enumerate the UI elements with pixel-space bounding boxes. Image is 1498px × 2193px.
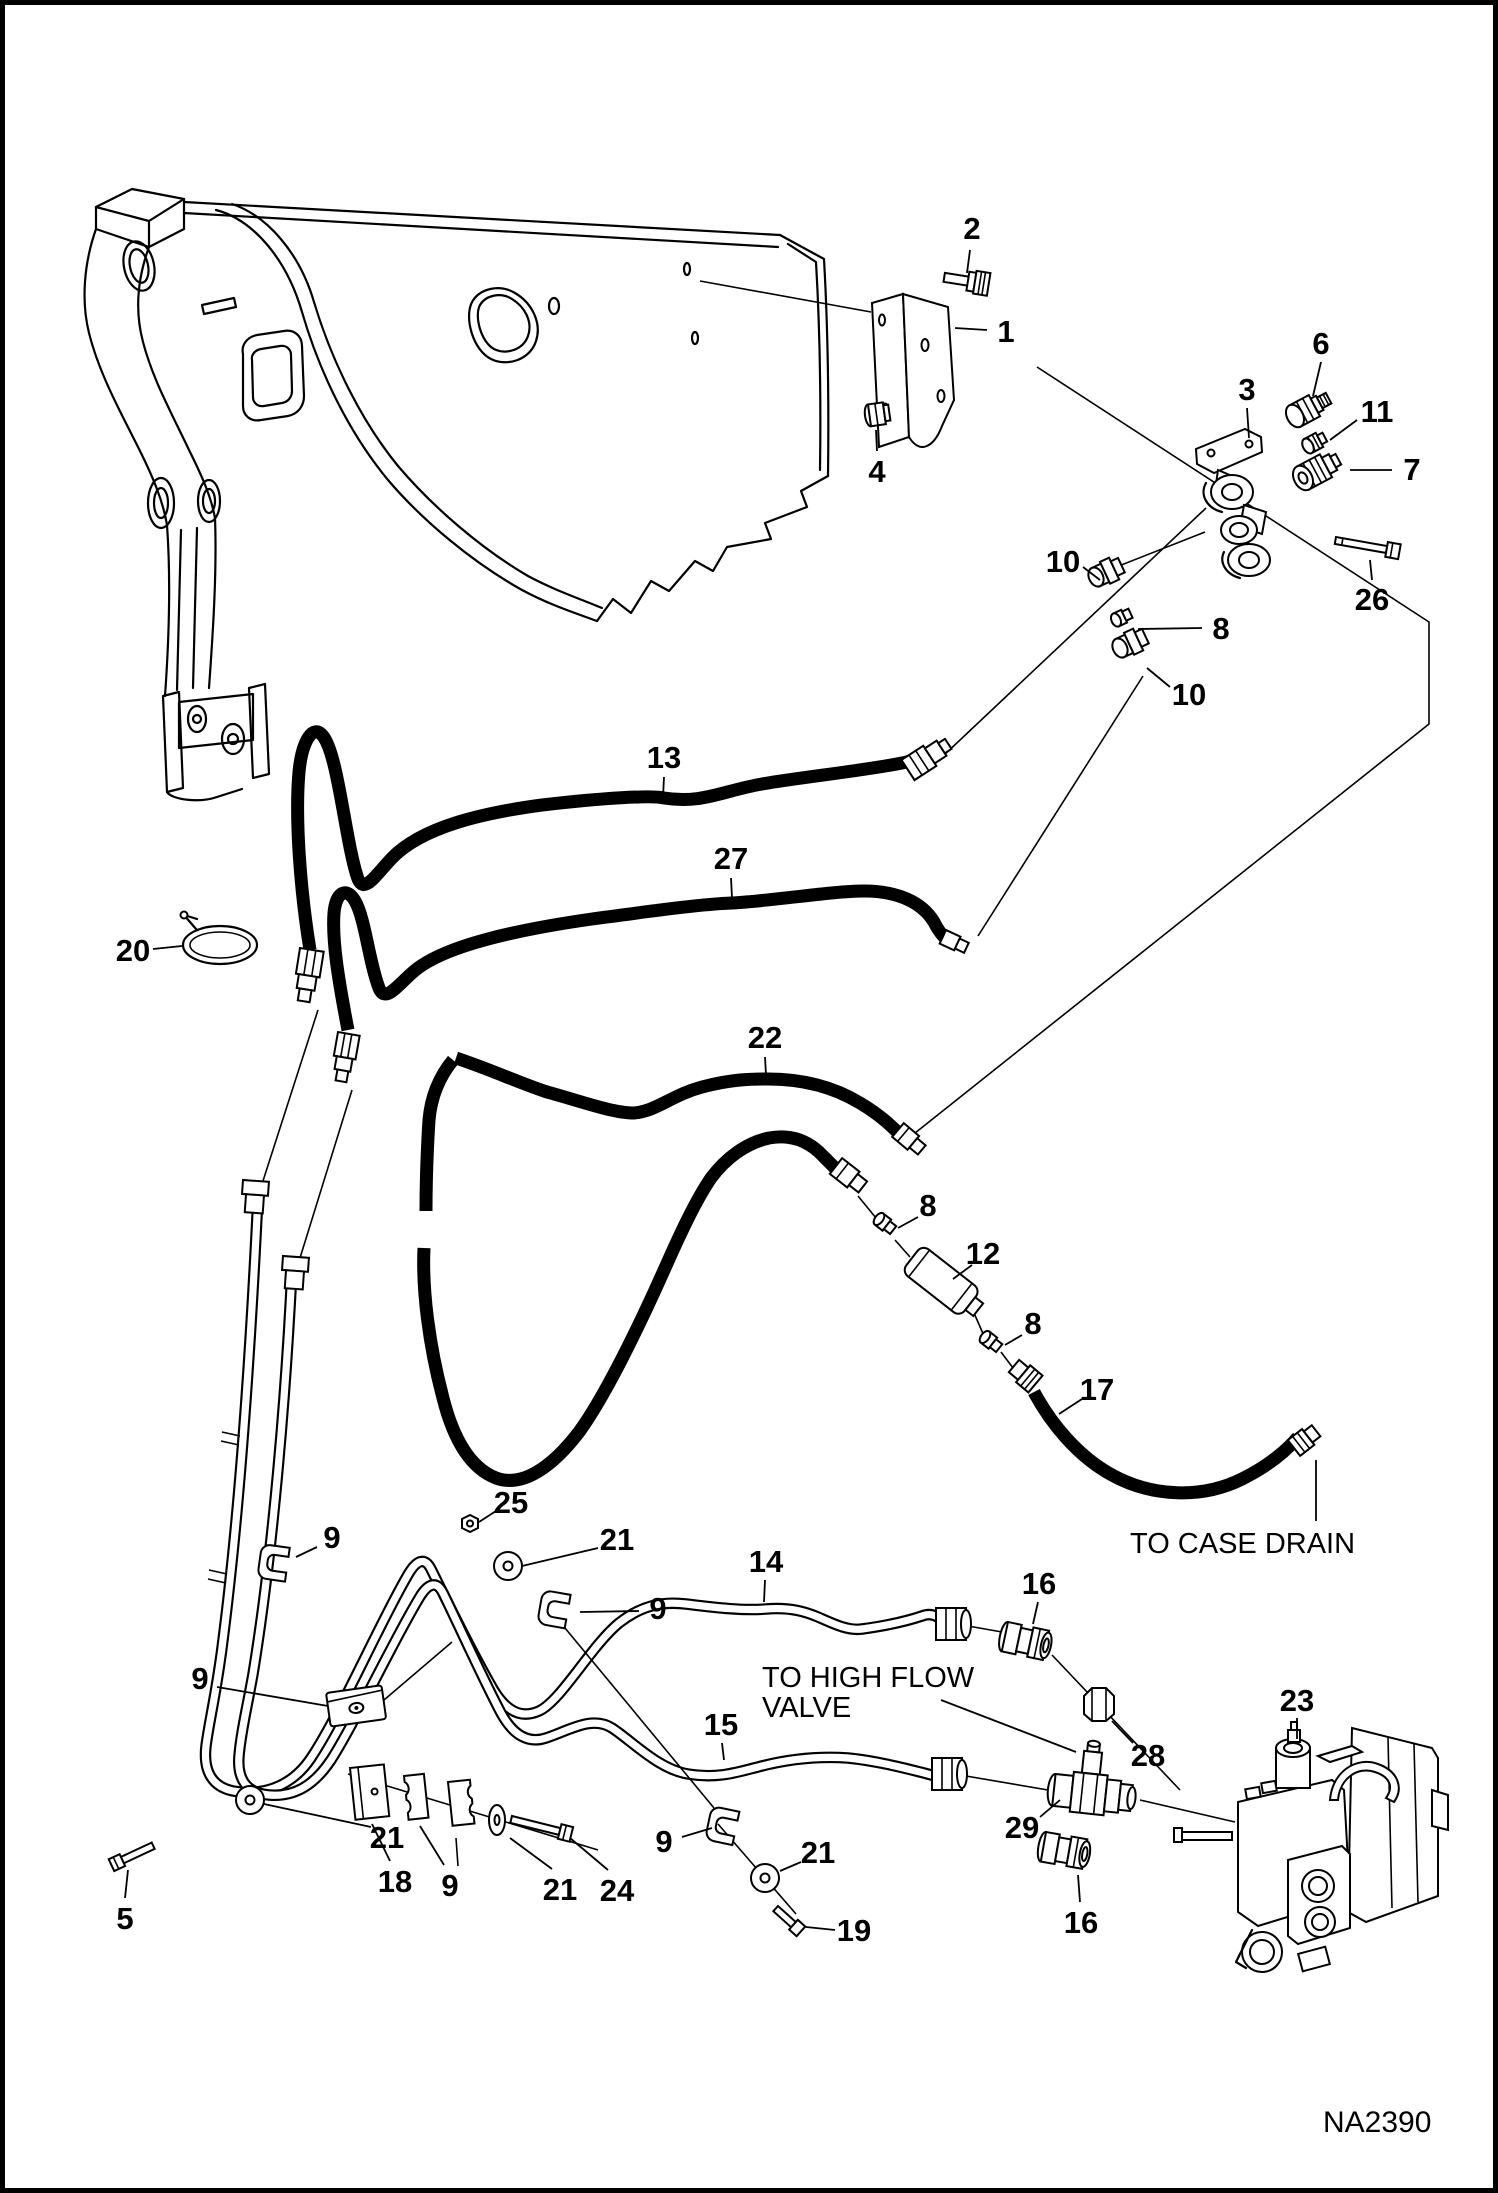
callout-24: 24: [599, 1873, 635, 1908]
fitting-7: [1289, 448, 1344, 494]
callout-leader-10: [1147, 668, 1170, 687]
tube-14-nut: [936, 1608, 971, 1640]
callout-8: 8: [919, 1188, 937, 1223]
callout-3: 3: [1238, 372, 1256, 407]
callout-leader-21: [780, 1862, 801, 1871]
callout-leader-20: [153, 946, 182, 949]
callout-leader-24: [570, 1838, 608, 1870]
callout-16: 16: [1021, 1566, 1057, 1601]
to-high-flow-valve-line-1: TO HIGH FLOW: [762, 1662, 975, 1694]
callout-leader-14: [764, 1580, 765, 1602]
callout-8: 8: [1024, 1306, 1042, 1341]
callout-leader-9: [580, 1611, 639, 1612]
to-high-flow-valve-leader: [941, 1700, 1076, 1752]
callout-leader-2: [967, 250, 970, 273]
callout-leader-5: [125, 1870, 128, 1898]
callout-leader-8: [898, 1217, 918, 1228]
callout-1: 1: [997, 314, 1015, 349]
hose-27: [334, 891, 954, 1030]
clip-9: [537, 1590, 570, 1628]
nut-25: [462, 1515, 478, 1532]
callout-23: 23: [1279, 1683, 1315, 1718]
callout-17: 17: [1079, 1372, 1115, 1407]
to-high-flow-valve-line-2: VALVE: [762, 1692, 852, 1724]
callout-leader-9: [420, 1826, 444, 1865]
callout-6: 6: [1312, 326, 1330, 361]
callout-leader-11: [1330, 420, 1357, 440]
callout-10: 10: [1045, 544, 1081, 579]
callout-28: 28: [1130, 1738, 1166, 1773]
clamp-half-9: [404, 1774, 428, 1820]
hose-17: [1034, 1392, 1298, 1493]
connector-8: [872, 1211, 898, 1236]
block-clamp-9: [326, 1685, 386, 1726]
callout-21: 21: [369, 1820, 405, 1855]
callout-leader-8: [1138, 628, 1202, 629]
clamp-20: [181, 912, 258, 965]
fitting-16: [1036, 1831, 1092, 1870]
callout-leader-16: [1078, 1875, 1080, 1902]
callout-9: 9: [649, 1591, 667, 1626]
callout-8: 8: [1212, 611, 1230, 646]
loader-frame: [85, 189, 829, 800]
callout-5: 5: [116, 1901, 134, 1936]
callout-leader-27: [731, 878, 732, 898]
callout-26: 26: [1354, 582, 1390, 617]
callout-19: 19: [836, 1913, 872, 1948]
callout-22: 22: [747, 1020, 783, 1055]
hose-27-fitting: [330, 1032, 360, 1083]
callout-9: 9: [441, 1868, 459, 1903]
fitting-11: [1300, 430, 1329, 455]
fitting-10: [1109, 625, 1151, 662]
callout-21: 21: [599, 1522, 635, 1557]
callout-2: 2: [963, 211, 981, 246]
callout-leader-9: [296, 1547, 317, 1557]
block-18: [350, 1764, 389, 1819]
tee-29: [1046, 1737, 1141, 1819]
fitting-16: [997, 1621, 1054, 1661]
callout-21: 21: [542, 1872, 578, 1907]
tube-15-nut: [932, 1758, 967, 1790]
callout-21: 21: [800, 1835, 836, 1870]
callout-18: 18: [377, 1864, 413, 1899]
callout-9: 9: [323, 1520, 341, 1555]
callout-leader-21: [510, 1838, 552, 1869]
callout-29: 29: [1004, 1810, 1040, 1845]
fitting-6: [1282, 388, 1334, 431]
callout-14: 14: [748, 1544, 784, 1579]
callout-leader-22: [765, 1057, 766, 1075]
callout-leader-26: [1370, 560, 1372, 580]
figure-code: NA2390: [1323, 2106, 1432, 2139]
callout-leader-9: [217, 1687, 328, 1706]
hose-17-fitting: [1007, 1358, 1043, 1393]
connector-8: [1109, 607, 1133, 628]
clip-9: [705, 1806, 739, 1845]
callout-leader-13: [663, 777, 664, 797]
callout-16: 16: [1063, 1905, 1099, 1940]
bolt-26: [1334, 533, 1401, 559]
hose-13-elbow: [901, 734, 954, 780]
callout-leader-19: [806, 1927, 835, 1930]
cap-28: [1084, 1688, 1114, 1721]
tube-15-top-fitting: [281, 1256, 309, 1290]
callout-9: 9: [191, 1661, 209, 1696]
connector-8: [978, 1329, 1004, 1354]
nut-4: [864, 402, 891, 427]
valve-23: [1174, 1722, 1448, 1972]
hose-27-elbow: [940, 930, 970, 955]
to-case-drain: TO CASE DRAIN: [1130, 1528, 1356, 1560]
callout-11: 11: [1360, 394, 1394, 429]
callout-leader-16: [1033, 1602, 1038, 1624]
callout-10: 10: [1171, 677, 1207, 712]
callout-leader-21: [522, 1548, 598, 1566]
callout-15: 15: [703, 1707, 739, 1742]
callout-20: 20: [115, 933, 151, 968]
coupler-block-3: [1196, 429, 1270, 578]
callout-leader-15: [722, 1743, 724, 1760]
callout-27: 27: [713, 841, 749, 876]
bolt-24: [509, 1812, 573, 1842]
callout-leader-17: [1059, 1399, 1082, 1414]
callout-leader-6: [1313, 362, 1321, 396]
tube-14-top-fitting: [241, 1180, 269, 1214]
callout-12: 12: [965, 1236, 1001, 1271]
callout-leader-8: [1005, 1335, 1022, 1345]
hose-13-fitting: [292, 948, 324, 1003]
callout-4: 4: [868, 454, 886, 489]
hose-22: [424, 1058, 903, 1480]
clamp-half-9: [448, 1780, 474, 1826]
callout-25: 25: [493, 1485, 529, 1520]
callout-7: 7: [1403, 452, 1421, 487]
callout-leader-1: [955, 328, 987, 330]
bolt-5: [109, 1840, 156, 1871]
callout-leader-4: [876, 430, 877, 451]
bolt-19: [771, 1904, 805, 1936]
callout-13: 13: [646, 740, 682, 775]
callout-9: 9: [655, 1824, 673, 1859]
